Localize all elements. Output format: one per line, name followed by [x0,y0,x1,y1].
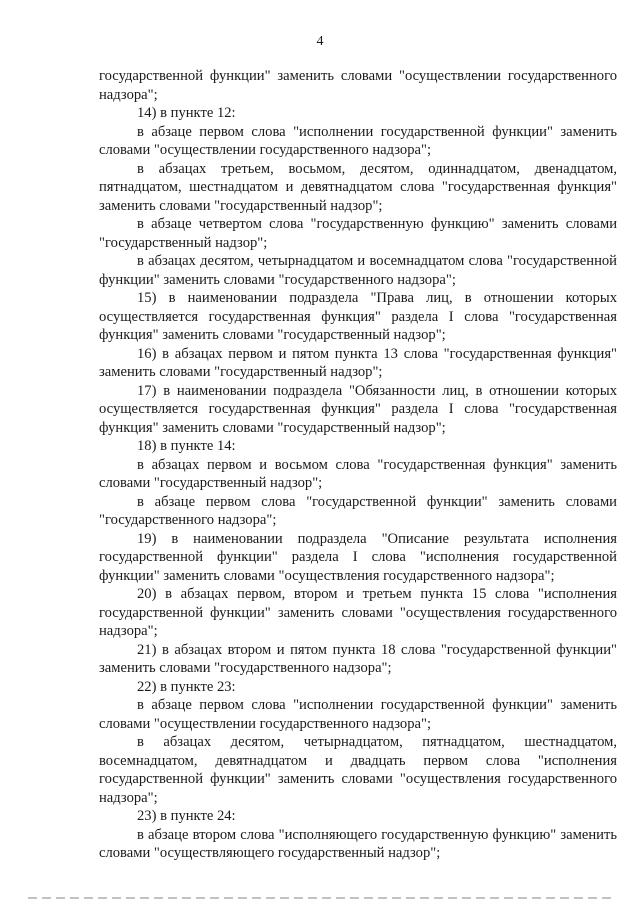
document-paragraph: 18) в пункте 14: [137,438,236,454]
document-paragraph: 16) в абзацах первом и пятом пункта 13 слова "государственная функция" заменить словами "государственный надзор"; [99,345,617,380]
document-paragraph: в абзаце первом слова "государственной функции" заменить словами "государственного надзора"; [99,493,617,528]
scan-artifact-line [28,897,612,899]
document-paragraph: в абзацах третьем, восьмом, десятом, одиннадцатом, двенадцатом, пятнадцатом, шестнадцатом и девятнадцатом слова "государственная функция" заменить словами "государственный надзор"; [99,160,617,214]
document-paragraph: 19) в наименовании подраздела "Описание результата исполнения государственной функции" раздела I слова "исполнения государственной функции" заменить словами "осуществления государственного надзора"; [99,530,617,584]
document-body [99,67,617,863]
document-paragraph: государственной функции" заменить словами "осуществлении государственного надзора"; [99,68,617,103]
document-paragraph: в абзаце первом слова "исполнении государственной функции" заменить словами "осуществлении государственного надзора"; [99,697,617,732]
document-paragraph: в абзацах первом и восьмом слова "государственная функция" заменить словами "государственный надзор"; [99,456,617,491]
document-paragraph: в абзацах десятом, четырнадцатом, пятнадцатом, шестнадцатом, восемнадцатом, девятнадцатом и двадцать первом слова "исполнения государственной функции" заменить словами "осуществления государственного надзора"; [99,734,617,806]
document-paragraph: в абзаце первом слова "исполнении государственной функции" заменить словами "осуществлении государственного надзора"; [99,123,617,158]
document-paragraph: в абзацах десятом, четырнадцатом и восемнадцатом слова "государственной функции" заменить словами "государственного надзора"; [99,253,617,288]
document-paragraph: 23) в пункте 24: [137,808,236,824]
document-paragraph: в абзаце втором слова "исполняющего государственную функцию" заменить словами "осуществляющего государственный надзор"; [99,826,617,861]
document-paragraph: 22) в пункте 23: [137,678,236,695]
document-paragraph: в абзаце четвертом слова "государственную функцию" заменить словами "государственный надзор"; [99,216,617,251]
document-paragraph: 20) в абзацах первом, втором и третьем пункта 15 слова "исполнения государственной функции" заменить словами "осуществления государственного надзора"; [99,586,617,639]
document-paragraph: 17) в наименовании подраздела "Обязанности лиц, в отношении которых осуществляется государственная функция" раздела I слова "государственная функция" заменить словами "государственный надзор"; [99,382,617,436]
page-number: 4 [316,34,324,49]
document-paragraph: 15) в наименовании подраздела "Права лиц, в отношении которых осуществляется государственная функция" раздела I слова "государственная функция" заменить словами "государственный надзор"; [99,290,617,343]
document-paragraph: 14) в пункте 12: [137,105,236,121]
document-paragraph: 21) в абзацах втором и пятом пункта 18 слова "государственной функции" заменить словами "государственного надзора"; [99,641,617,676]
